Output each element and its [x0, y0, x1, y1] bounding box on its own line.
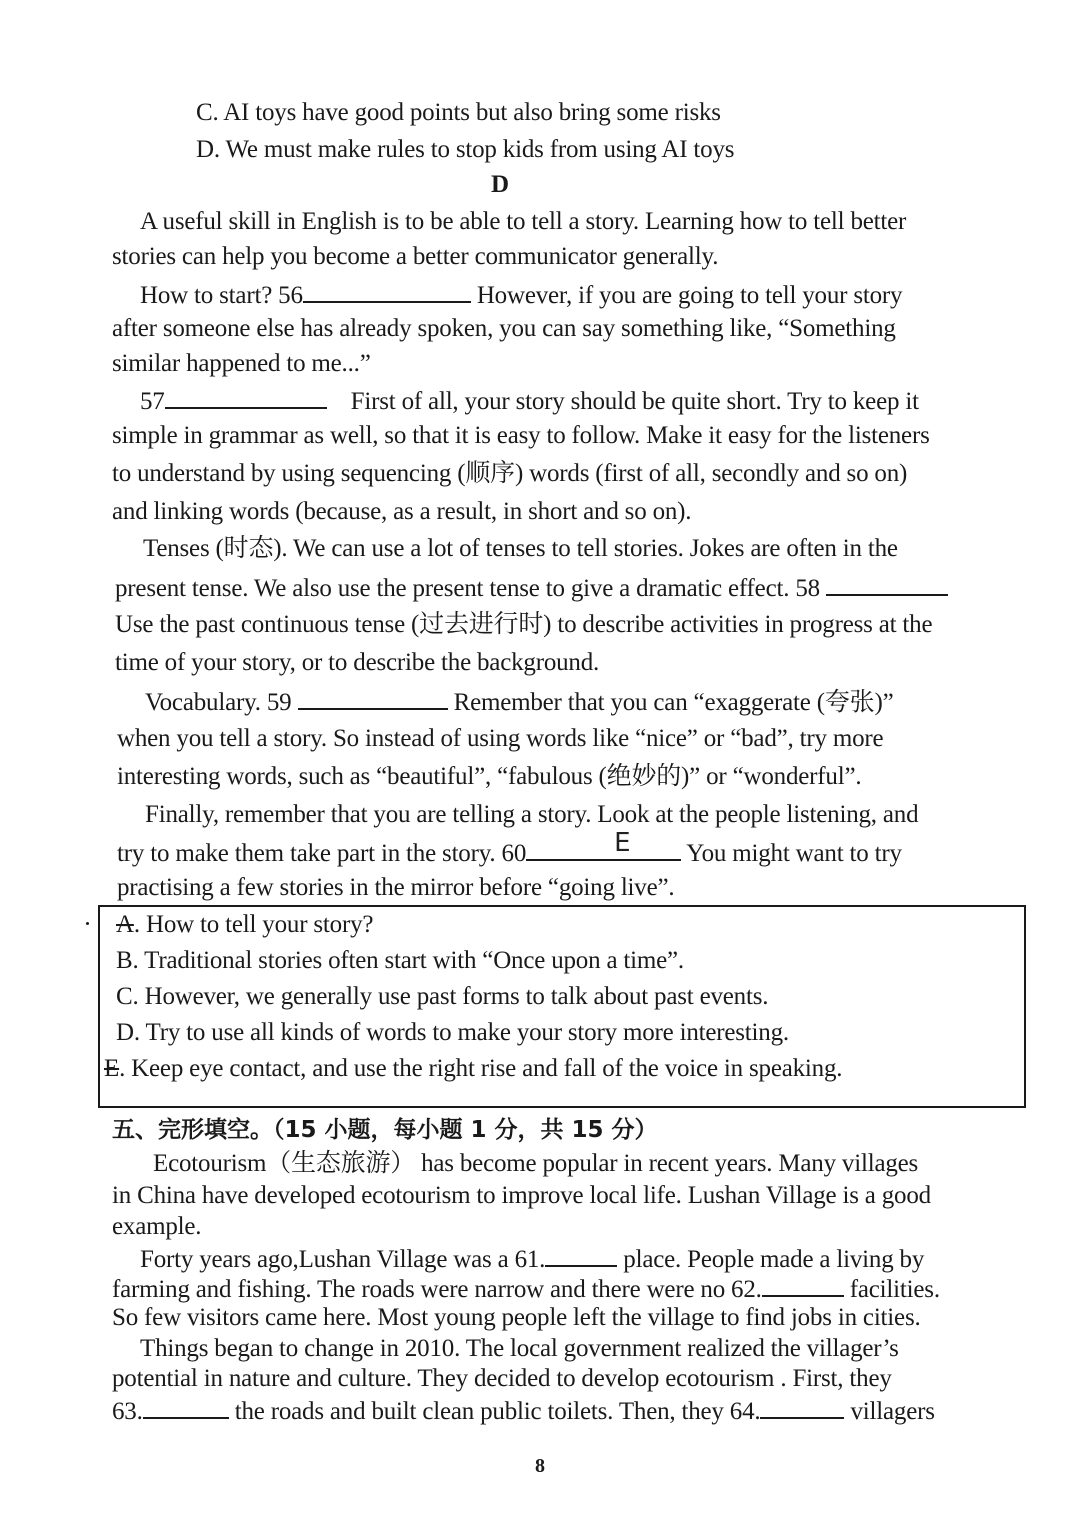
option-b[interactable] — [116, 946, 684, 976]
passage-line-58 — [115, 572, 948, 604]
passage-letter: D — [490, 171, 510, 198]
blank-62[interactable] — [762, 1273, 844, 1297]
option-letter: B — [116, 947, 133, 974]
cloze-text: 63. — [112, 1398, 143, 1425]
option-text: . However, we generally use past forms to talk about past events. — [132, 983, 769, 1010]
cloze-line-63-64 — [112, 1395, 935, 1427]
passage-line-57 — [140, 385, 919, 417]
passage-text: Remember that you can “exaggerate (夸张)” — [453, 689, 894, 716]
passage-line: after someone else has already spoken, you can say something like, “Something — [112, 315, 896, 342]
option-d[interactable] — [116, 1018, 789, 1048]
passage-line: similar happened to me...” — [112, 350, 371, 377]
cloze-text: Forty years ago,Lushan Village was a 61. — [140, 1246, 546, 1273]
passage-line: stories can help you become a better communicator generally. — [112, 243, 719, 270]
passage-line-60 — [117, 828, 902, 869]
passage-line: to understand by using sequencing (顺序) words (first of all, secondly and so on) — [112, 460, 908, 487]
blank-63[interactable] — [143, 1395, 229, 1419]
cloze-text: place. People made a living by — [623, 1246, 925, 1273]
option-letter: E — [104, 1055, 120, 1082]
option-a[interactable] — [116, 910, 373, 940]
passage-text: You might want to try — [686, 840, 902, 867]
passage-line: simple in grammar as well, so that it is easy to follow. Make it easy for the listeners — [112, 422, 930, 449]
option-text: . How to tell your story? — [133, 911, 374, 938]
option-letter: C — [116, 983, 133, 1010]
passage-text: Vocabulary. 59 — [145, 689, 292, 716]
passage-line: Use the past continuous tense (过去进行时) to describe activities in progress at the — [115, 611, 933, 638]
page-number: 8 — [535, 1455, 545, 1477]
passage-line: interesting words, such as “beautiful”, “fabulous (绝妙的)” or “wonderful”. — [117, 763, 862, 790]
cloze-line: Ecotourism（生态旅游） has become popular in recent years. Many villages — [153, 1150, 919, 1177]
prev-option-d: D. We must make rules to stop kids from using AI toys — [196, 136, 735, 163]
blank-58[interactable] — [826, 572, 948, 596]
options-box — [98, 905, 1026, 1108]
cloze-line: So few visitors came here. Most young people left the village to find jobs in cities. — [112, 1304, 921, 1331]
passage-text: try to make them take part in the story. 60 — [117, 840, 527, 867]
cloze-text: facilities. — [849, 1276, 940, 1303]
blank-57[interactable] — [165, 385, 327, 409]
passage-line: Finally, remember that you are telling a story. Look at the people listening, and — [145, 801, 919, 828]
blank-64[interactable] — [760, 1395, 844, 1419]
blank-60[interactable] — [526, 828, 681, 861]
passage-line: practising a few stories in the mirror before “going live”. — [117, 874, 675, 901]
option-letter: A — [116, 911, 134, 938]
cloze-line: example. — [112, 1213, 202, 1240]
passage-text: First of all, your story should be quite short. Try to keep it — [350, 388, 919, 415]
passage-line: time of your story, or to describe the background. — [115, 649, 600, 676]
handwritten-answer: E — [614, 828, 631, 858]
cloze-line-61 — [140, 1243, 924, 1275]
cloze-line: Things began to change in 2010. The local government realized the villager’s — [140, 1335, 899, 1362]
passage-text: 57 — [140, 388, 165, 415]
blank-59[interactable] — [298, 686, 448, 710]
cloze-text: farming and fishing. The roads were narrow and there were no 62. — [112, 1276, 762, 1303]
section-heading: 五、完形填空。（15 小题，每小题 1 分，共 15 分） — [112, 1117, 658, 1143]
passage-line: when you tell a story. So instead of using words like “nice” or “bad”, try more — [117, 725, 884, 752]
option-letter: D — [116, 1019, 134, 1046]
option-text: . Keep eye contact, and use the right rise and fall of the voice in speaking. — [119, 1055, 843, 1082]
option-c[interactable] — [116, 982, 768, 1012]
passage-line-59 — [145, 686, 894, 718]
cloze-text: the roads and built clean public toilets. Then, they 64. — [234, 1398, 761, 1425]
option-text: . Try to use all kinds of words to make your story more interesting. — [133, 1019, 789, 1046]
passage-text: However, if you are going to tell your story — [476, 282, 903, 309]
blank-56[interactable] — [303, 279, 471, 303]
cloze-line: in China have developed ecotourism to improve local life. Lushan Village is a good — [112, 1182, 931, 1209]
cloze-line: potential in nature and culture. They decided to develop ecotourism . First, they — [112, 1365, 892, 1392]
passage-text: How to start? 56 — [140, 282, 303, 309]
passage-line: Tenses (时态). We can use a lot of tenses to tell stories. Jokes are often in the — [143, 535, 898, 562]
passage-line: and linking words (because, as a result, in short and so on). — [112, 498, 692, 525]
prev-option-c: C. AI toys have good points but also bring some risks — [196, 99, 721, 126]
margin-dot — [86, 922, 89, 925]
passage-text: present tense. We also use the present tense to give a dramatic effect. 58 — [115, 575, 820, 602]
blank-61[interactable] — [545, 1243, 617, 1267]
cloze-text: villagers — [850, 1398, 935, 1425]
cloze-line-62 — [112, 1273, 940, 1305]
passage-line: A useful skill in English is to be able to tell a story. Learning how to tell better — [140, 208, 907, 235]
option-text: . Traditional stories often start with “Once upon a time”. — [132, 947, 684, 974]
passage-line-56 — [140, 279, 902, 311]
option-e[interactable] — [104, 1054, 842, 1084]
